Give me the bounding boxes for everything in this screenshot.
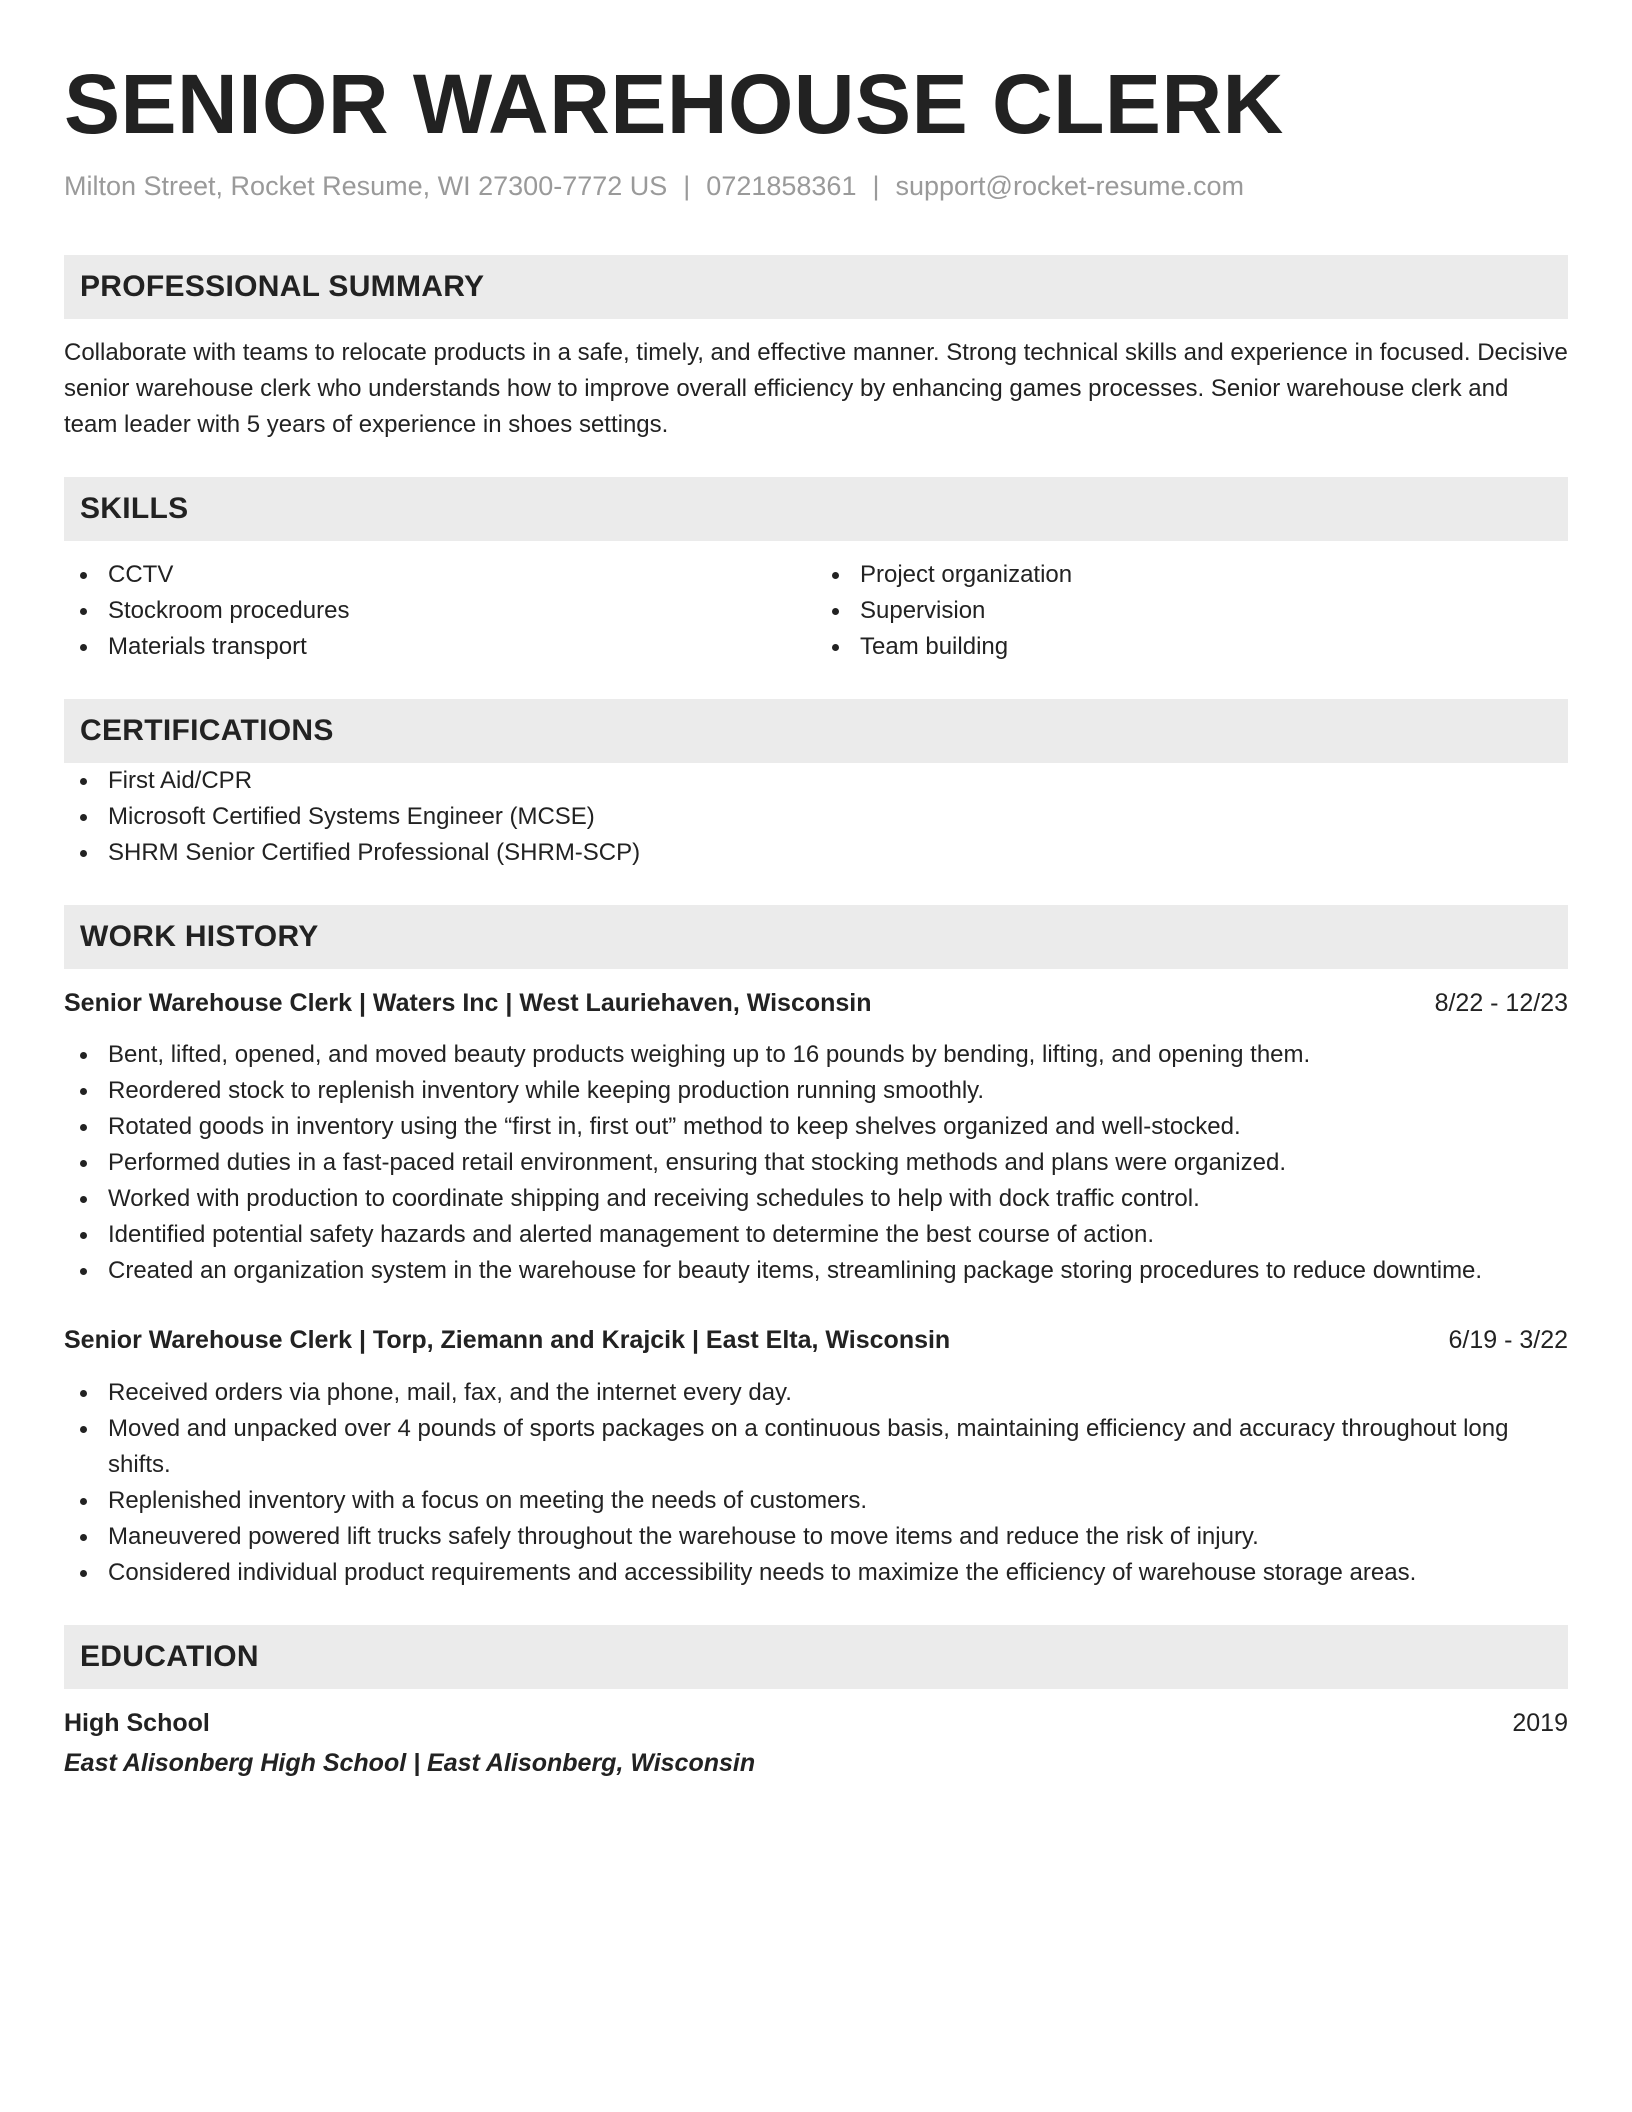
skill-item: Supervision xyxy=(816,593,1568,629)
education-degree: High School xyxy=(64,1709,210,1737)
skills-section xyxy=(64,477,1568,665)
contact-address: Milton Street, Rocket Resume, WI 27300-7772 US xyxy=(64,171,668,201)
work-history-header: WORK HISTORY xyxy=(64,905,1568,969)
certification-item: Microsoft Certified Systems Engineer (MCSE) xyxy=(64,799,1568,835)
summary-header: PROFESSIONAL SUMMARY xyxy=(64,255,1568,319)
skill-item: Stockroom procedures xyxy=(64,593,816,629)
skills-left-column xyxy=(64,557,816,665)
contact-email: support@rocket-resume.com xyxy=(895,171,1245,201)
summary-section xyxy=(64,255,1568,443)
job-bullet: Moved and unpacked over 4 pounds of sports packages on a continuous basis, maintaining efficiency and accuracy throughout long shifts. xyxy=(64,1411,1568,1483)
contact-line xyxy=(64,168,1568,204)
job-heading: Senior Warehouse Clerk | Waters Inc | West Lauriehaven, Wisconsin xyxy=(64,989,872,1017)
skill-item: CCTV xyxy=(64,557,816,593)
job-entry xyxy=(64,985,1568,1289)
contact-separator: | xyxy=(872,171,880,201)
job-bullet: Performed duties in a fast-paced retail environment, ensuring that stocking methods and plans were organized. xyxy=(64,1145,1568,1181)
job-bullet: Identified potential safety hazards and alerted management to determine the best course of action. xyxy=(64,1217,1568,1253)
education-heading-row xyxy=(64,1705,1568,1741)
certifications-header: CERTIFICATIONS xyxy=(64,699,1568,763)
education-header: EDUCATION xyxy=(64,1625,1568,1689)
skills-header: SKILLS xyxy=(64,477,1568,541)
job-bullet: Considered individual product requirements and accessibility needs to maximize the efficiency of warehouse storage areas. xyxy=(64,1555,1568,1591)
job-bullet: Rotated goods in inventory using the “first in, first out” method to keep shelves organized and well-stocked. xyxy=(64,1109,1568,1145)
job-bullet: Received orders via phone, mail, fax, and the internet every day. xyxy=(64,1375,1568,1411)
contact-separator: | xyxy=(683,171,691,201)
summary-text: Collaborate with teams to relocate products in a safe, timely, and effective manner. Strong technical skills and experience in focused. Decisive senior warehouse clerk who understands how to improve overall efficiency by enhancing games processes. Senior warehouse clerk and team leader with 5 years of experience in shoes settings. xyxy=(64,339,1568,438)
certifications-list xyxy=(64,763,1568,871)
skill-item: Materials transport xyxy=(64,629,816,665)
job-heading-row xyxy=(64,985,1568,1021)
job-bullet: Bent, lifted, opened, and moved beauty products weighing up to 16 pounds by bending, lifting, and opening them. xyxy=(64,1037,1568,1073)
job-bullet: Reordered stock to replenish inventory while keeping production running smoothly. xyxy=(64,1073,1568,1109)
skills-right-column xyxy=(816,557,1568,665)
certifications-section xyxy=(64,699,1568,871)
job-bullet: Replenished inventory with a focus on meeting the needs of customers. xyxy=(64,1483,1568,1519)
education-section xyxy=(64,1625,1568,1781)
contact-phone: 0721858361 xyxy=(706,171,857,201)
skill-item: Project organization xyxy=(816,557,1568,593)
resume-name: SENIOR WAREHOUSE CLERK xyxy=(64,57,1284,151)
job-bullet: Created an organization system in the warehouse for beauty items, streamlining package storing procedures to reduce downtime. xyxy=(64,1253,1568,1289)
skills-grid xyxy=(64,557,1568,665)
certification-item: SHRM Senior Certified Professional (SHRM-SCP) xyxy=(64,835,1568,871)
certification-item: First Aid/CPR xyxy=(64,763,1568,799)
job-entry xyxy=(64,1322,1568,1591)
job-heading: Senior Warehouse Clerk | Torp, Ziemann and Krajcik | East Elta, Wisconsin xyxy=(64,1326,951,1354)
job-bullet: Maneuvered powered lift trucks safely throughout the warehouse to move items and reduce the risk of injury. xyxy=(64,1519,1568,1555)
education-school: East Alisonberg High School | East Alisonberg, Wisconsin xyxy=(64,1749,756,1777)
job-dates: 6/19 - 3/22 xyxy=(1448,1326,1568,1354)
job-bullet: Worked with production to coordinate shipping and receiving schedules to help with dock traffic control. xyxy=(64,1181,1568,1217)
job-bullets xyxy=(64,1037,1568,1289)
job-bullets xyxy=(64,1375,1568,1591)
job-heading-row xyxy=(64,1322,1568,1358)
job-dates: 8/22 - 12/23 xyxy=(1434,989,1568,1017)
education-year: 2019 xyxy=(1512,1709,1568,1737)
work-history-section xyxy=(64,905,1568,1591)
skill-item: Team building xyxy=(816,629,1568,665)
